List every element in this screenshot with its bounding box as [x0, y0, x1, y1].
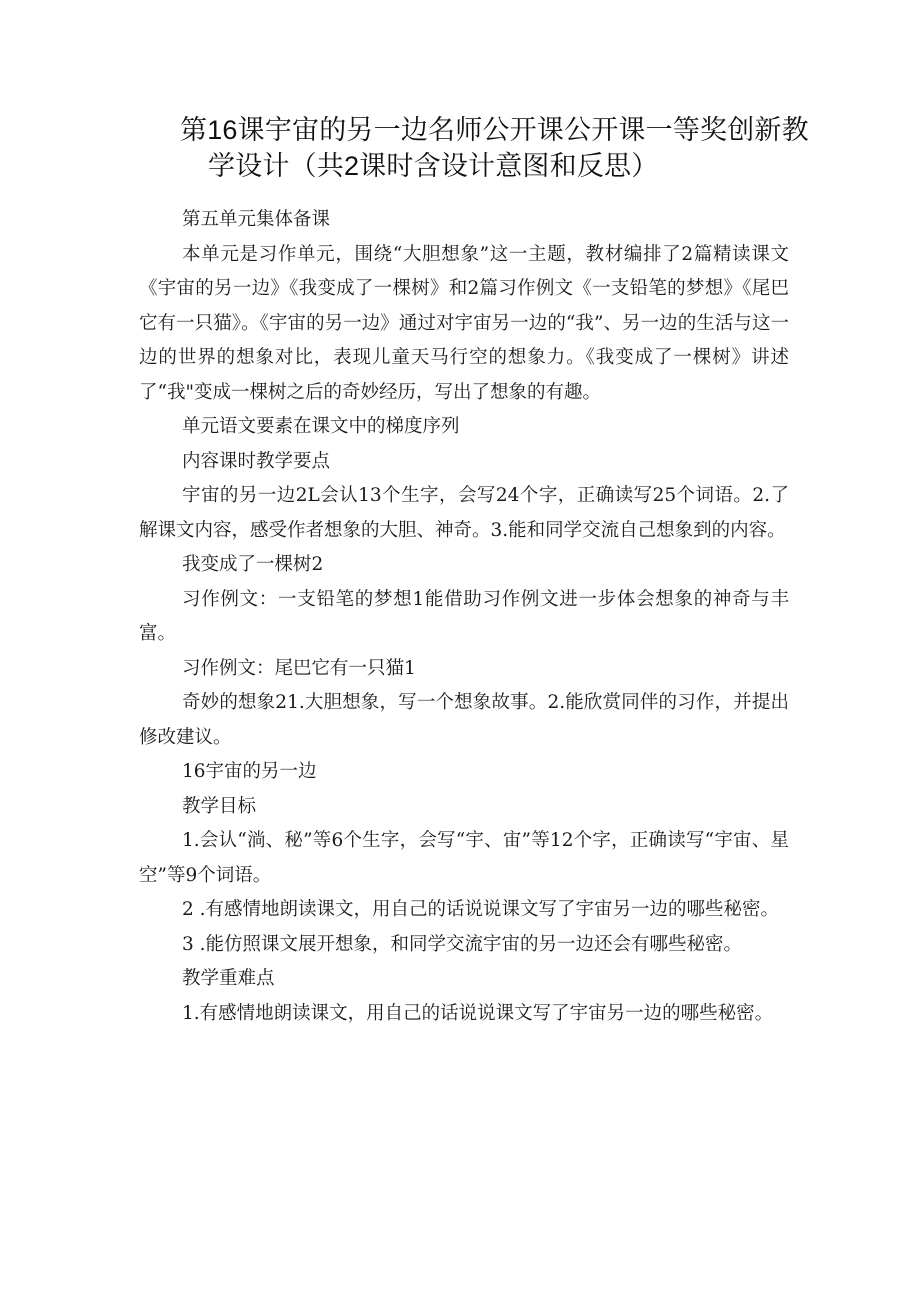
section-heading: 单元语文要素在课文中的梯度序列: [182, 416, 460, 437]
body-paragraph: 宇宙的另一边2L会认13个生字，会写24个字，正确读写25个词语。2.了解课文内容，感受作者想象的大胆、神奇。3.能和同学交流自己想象到的内容。: [139, 485, 789, 541]
title-line-2: 学设计（共2课时含设计意图和反思）: [208, 151, 659, 181]
body-paragraph: 我变成了一棵树2: [182, 554, 324, 575]
body-paragraph: 本单元是习作单元，围绕“大胆想象”这一主题，教材编排了2篇精读课文《宇宙的另一边》《我变成了一棵树》和2篇习作例文《一支铅笔的梦想》《尾巴它有一只猫》。《宇宙的另一边》通过对宇宙另一边的“我”、另一边的生活与这一边的世界的想象对比，表现儿童天马行空的想象力。《我变成了一棵树》讲述了“我"变成一棵树之后的奇妙经历，写出了想象的有趣。: [139, 243, 789, 403]
section-heading: 内容课时教学要点: [182, 450, 331, 472]
title-line-1: 第16课宇宙的另一边名师公开课公开课一等奖创新教: [180, 115, 809, 145]
section-heading: 第五单元集体备课: [182, 209, 331, 230]
list-item: 2 .有感情地朗读课文，用自己的话说说课文写了宇宙另一边的哪些秘密。: [182, 899, 780, 920]
list-item: 1.有感情地朗读课文，用自己的话说说课文写了宇宙另一边的哪些秘密。: [182, 1002, 774, 1024]
document-title: [138, 112, 809, 184]
body-paragraph: 习作例文：尾巴它有一只猫1: [182, 657, 416, 679]
body-paragraph: 奇妙的想象21.大胆想象，写一个想象故事。2.能欣赏同伴的习作，并提出修改建议。: [139, 692, 789, 748]
list-item: 1.会认“淌、秘”等6个生字，会写“宇、宙”等12个字，正确读写“宇宙、星空”等9个词语。: [139, 830, 789, 886]
section-heading: 16宇宙的另一边: [182, 761, 317, 782]
document-body: [139, 203, 789, 1031]
list-item: 3 .能仿照课文展开想象，和同学交流宇宙的另一边还会有哪些秘密。: [182, 933, 743, 955]
body-paragraph: 习作例文：一支铅笔的梦想1能借助习作例文进一步体会想象的神奇与丰富。: [139, 588, 789, 644]
section-heading: 教学目标: [182, 795, 257, 817]
section-heading: 教学重难点: [182, 968, 275, 989]
